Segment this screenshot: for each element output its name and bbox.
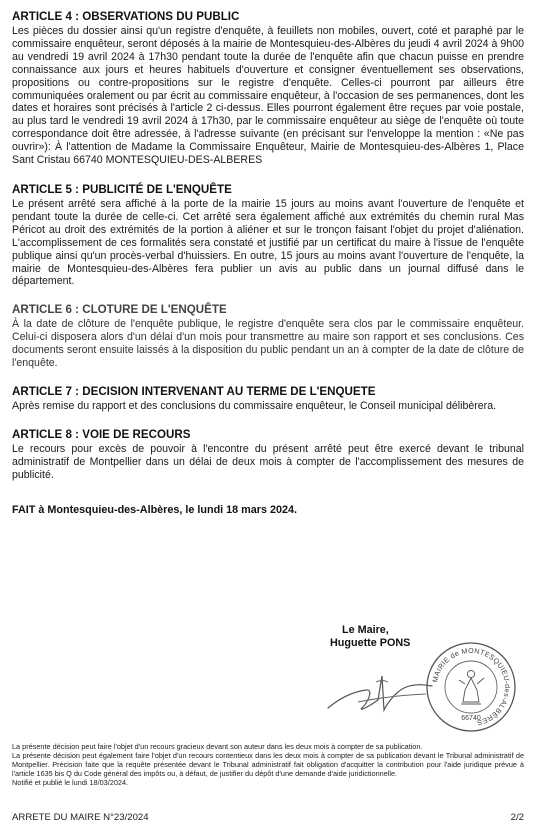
notice-line-2: La présente décision peut également faire l'objet d'un recours contentieux dans les deux mois à compter de sa publication devant le Tribunal administratif de Montpellier. Précision faite que la requête présentée devant le Tribunal administratif fait obligation d'acquitter la contribution pour l'aide juridique prévue à l'article 1635 bis Q du Code général des impôts ou, à défaut, de justifier du dépôt d'une demande d'aide juridictionnelle. — [12, 751, 524, 778]
article-6-body: À la date de clôture de l'enquête publique, le registre d'enquête sera clos par le commissaire enquêteur. Celui-ci disposera alors d'un délai d'un mois pour transmettre au maire son rapport et ses conclusions. Ces documents seront ensuite laissés à la disposition du public pendant un an à compter de la date de clôture de l'enquête. — [12, 318, 524, 370]
handwritten-signature — [318, 662, 438, 720]
page-footer — [12, 812, 524, 823]
decree-reference: ARRETE DU MAIRE N°23/2024 — [12, 812, 149, 823]
mairie-seal — [424, 640, 518, 734]
page-number: 2/2 — [510, 812, 524, 823]
signed-at-line: FAIT à Montesquieu-des-Albères, le lundi 18 mars 2024. — [12, 503, 298, 516]
mayor-name: Huguette PONS — [330, 637, 411, 649]
seal-postcode: 66740 — [461, 715, 481, 722]
article-8 — [12, 428, 524, 482]
article-8-body: Le recours pour excès de pouvoir à l'encontre du présent arrêté peut être exercé devant le tribunal administratif de Montpellier dans un délai de deux mois à compter de l'accomplissement des mesures de publicité. — [12, 442, 524, 481]
mayor-title: Le Maire, — [342, 624, 389, 636]
article-5 — [12, 183, 524, 288]
legal-notice — [12, 742, 524, 787]
document-body — [12, 10, 524, 517]
notice-line-3: Notifié et publié le lundi 18/03/2024. — [12, 778, 129, 787]
article-6 — [12, 303, 524, 370]
notice-line-1: La présente décision peut faire l'objet d'un recours gracieux devant son auteur dans les deux mois à compter de sa publication. — [12, 742, 423, 751]
article-5-title: ARTICLE 5 : PUBLICITÉ DE L'ENQUÊTE — [12, 182, 232, 196]
article-7 — [12, 385, 524, 413]
article-4-body: Les pièces du dossier ainsi qu'un registre d'enquête, à feuillets non mobiles, ouvert, coté et paraphé par le commissaire enquêteur, seront déposés à la mairie de Montesquieu-des-Albères du jeudi 4 avril 2024 à 9h00 au vendredi 19 avril 2024 à 17h30 pendant toute la durée de l'enquête afin que chacun puisse en prendre connaissance aux jours et heures habituels d'ouverture et consigner éventuellement ses observations, propositions ou contre-propositions sur le registre d'enquête. Celles-ci pourront par ailleurs être communiquées oralement ou par écrit au commissaire enquêteur, à l'occasion de ses permanences, dont les dates et horaires sont précisés à l'article 2 ci-dessus. Elles pourront également être reçues par voie postale, au plus tard le vendredi 19 avril 2024 à 17h30, par le commissaire enquêteur au siège de l'enquête où toute correspondance doit être adressée, à l'adresse suivante (en précisant sur l'enveloppe la mention : «Ne pas ouvrir»): À l'attention de Madame la Commissaire Enquêteur, Mairie de Montesquieu-des-Albères 1, Place Sant Cristau 66740 MONTESQUIEU-DES-ALBERES — [12, 25, 524, 167]
article-7-title: ARTICLE 7 : DECISION INTERVENANT AU TERME DE L'ENQUETE — [12, 384, 376, 398]
article-8-title: ARTICLE 8 : VOIE DE RECOURS — [12, 427, 191, 441]
article-5-body: Le présent arrêté sera affiché à la porte de la mairie 15 jours au moins avant l'ouverture de l'enquête et pendant toute la durée de celle-ci. Cet arrêté sera également affiché aux extrémités du chemin rural Mas Péricot au droit des extrémités de la portion à aliéner et sur le tronçon faisant l'objet du projet d'aliénation. L'accomplissement de ces formalités sera constaté et justifié par un certificat du maire à l'issue de l'enquête publique ainsi qu'un procès-verbal d'huissiers. En outre, 15 jours au moins avant l'ouverture de l'enquête, la mairie de Montesquieu-des-Albères fera publier un avis au public dans un journal diffusé dans le département. — [12, 197, 524, 288]
article-4 — [12, 10, 524, 167]
seal-text: MAIRIE de MONTESQUIEU-des-ALBÈRES — [430, 645, 513, 728]
article-4-title: ARTICLE 4 : OBSERVATIONS DU PUBLIC — [12, 10, 240, 23]
saint-figure-icon — [459, 670, 484, 704]
article-6-title: ARTICLE 6 : CLOTURE DE L'ENQUÊTE — [12, 303, 227, 317]
article-7-body: Après remise du rapport et des conclusions du commissaire enquêteur, le Conseil municipal délibèrera. — [12, 399, 497, 412]
